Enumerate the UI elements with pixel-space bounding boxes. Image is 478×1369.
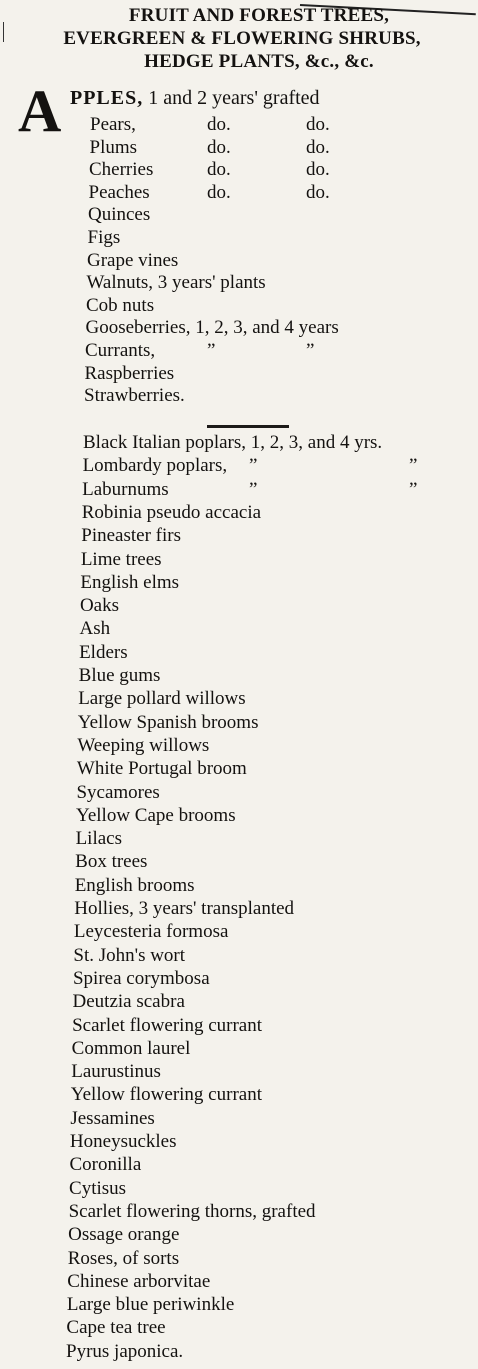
advert-heading [0,4,478,73]
list-item [76,828,122,850]
list-item [76,805,236,827]
list-item [66,1317,165,1339]
list-item [88,181,330,204]
list-item [88,227,121,249]
list-item [69,1154,141,1176]
item-name: Grape vines [87,249,179,271]
list-item [85,363,175,385]
item-name: Common laurel [71,1037,191,1059]
item-name: Gooseberries, 1, 2, 3, and 4 years [85,317,339,339]
item-detail-2: ” [207,340,216,361]
list-item [89,136,330,159]
drop-cap: A [18,78,62,144]
heading-line-3: HEDGE PLANTS, &c., &c. [144,51,374,72]
list-item [77,735,209,757]
item-name: Ash [79,618,111,640]
list-item [82,455,418,477]
item-name: Figs [87,227,121,248]
item-name: Pears, [90,114,136,135]
lead-rest: 1 and 2 years' grafted [143,87,320,109]
item-name: Laburnums [82,478,169,500]
list-item [84,385,185,407]
list-item [78,688,245,710]
list-item [74,921,229,943]
item-name: Roses, of sorts [67,1247,180,1269]
item-name: Cytisus [69,1177,127,1199]
item-name: White Portugal broom [76,758,247,780]
list-item [81,549,162,571]
item-name: Blue gums [78,665,161,686]
item-detail-3: do. [306,159,330,181]
list-item [83,432,382,454]
list-item [67,1271,210,1293]
item-name: Jessamines [70,1107,155,1129]
list-item [73,945,185,967]
item-name: Cherries [89,159,154,181]
list-item [73,968,210,990]
list-item [79,642,128,664]
list-item [86,317,339,339]
list-item [75,851,147,873]
section-divider [207,425,289,428]
item-name: Laurustinus [71,1061,161,1083]
lead-line [70,86,320,110]
list-item [72,1015,262,1037]
item-name: Honeysuckles [69,1131,177,1152]
list-item [80,618,111,640]
item-detail-2: ” [248,478,258,500]
list-item [81,525,181,547]
item-detail-3: do. [306,181,330,203]
item-detail-3: do. [306,114,330,135]
item-name: St. John's wort [73,944,186,966]
item-name: Robinia pseudo accacia [81,501,262,523]
list-item [82,502,261,524]
item-name: Plums [89,136,138,158]
item-name: Lombardy poplars, [82,455,228,477]
list-item [80,595,119,617]
item-name: English brooms [74,874,195,896]
item-name: Elders [79,641,128,663]
item-name: Quinces [88,204,151,226]
list-item [77,758,247,780]
item-name: Black Italian poplars, 1, 2, 3, and 4 yrs. [83,432,383,453]
item-name: Walnuts, 3 years' plants [86,272,266,294]
item-detail-2: do. [207,114,231,135]
lead-caps: PPLES, [70,87,144,109]
list-item [85,340,315,362]
list-item [87,272,266,294]
list-item [82,478,418,501]
item-name: Leycesteria formosa [73,921,229,943]
item-detail-3: ” [306,340,315,361]
item-name: Pineaster firs [81,525,181,547]
item-name: Scarlet flowering thorns, grafted [68,1200,316,1222]
item-name: Coronilla [69,1154,142,1176]
item-name: Hollies, 3 years' transplanted [74,898,295,919]
item-detail-2: do. [207,159,231,181]
item-detail-2: do. [207,181,231,203]
item-detail-3: ” [408,478,418,500]
item-name: Chinese arborvitae [67,1270,211,1292]
item-name: Lime trees [80,548,162,570]
item-name: Yellow flowering currant [70,1084,262,1106]
item-name: Large blue periwinkle [66,1294,235,1316]
item-name: Deutzia scabra [72,991,185,1013]
item-name: English elms [80,571,180,593]
list-item [89,159,330,181]
list-item [80,572,179,594]
heading-line-1: FRUIT AND FOREST TREES, [128,5,390,26]
item-name: Peaches [88,181,150,203]
item-detail-2: do. [207,136,231,158]
list-item [79,665,161,687]
list-item [74,898,294,920]
list-item [69,1178,126,1200]
list-item [71,1084,262,1106]
list-item [90,114,330,136]
item-name: Cape tea tree [66,1317,166,1339]
list-item [69,1201,316,1223]
list-item [78,712,259,734]
list-item [87,250,178,272]
item-name: Lilacs [75,828,123,850]
item-name: Cob nuts [86,294,155,316]
list-item [72,1038,191,1060]
item-name: Weeping willows [77,734,210,756]
list-item [76,782,159,804]
item-name: Scarlet flowering currant [72,1014,263,1036]
item-name: Currants, [85,340,156,361]
list-item [70,1131,177,1153]
list-item [68,1248,179,1270]
list-item [70,1108,154,1130]
item-name: Raspberries [84,362,175,384]
item-detail-2: ” [248,455,258,477]
list-item [66,1341,183,1363]
list-item [71,1061,161,1083]
list-item [73,991,185,1013]
list-item [75,875,195,897]
item-name: Ossage orange [68,1224,180,1246]
item-name: Large pollard willows [78,688,246,710]
item-name: Yellow Cape brooms [76,804,236,826]
item-name: Box trees [75,851,148,873]
item-name: Spirea corymbosa [72,967,210,989]
item-detail-3: ” [408,455,418,477]
item-name: Pyrus japonica. [66,1340,184,1362]
item-name: Sycamores [76,781,160,803]
heading-line-2: EVERGREEN & FLOWERING SHRUBS, [63,28,421,49]
item-name: Oaks [79,595,119,617]
item-name: Strawberries. [84,385,185,407]
item-name: Yellow Spanish brooms [77,711,259,733]
list-item [68,1224,179,1246]
list-item [86,295,154,317]
list-item [88,204,150,226]
list-item [67,1294,234,1316]
item-detail-3: do. [306,136,330,158]
